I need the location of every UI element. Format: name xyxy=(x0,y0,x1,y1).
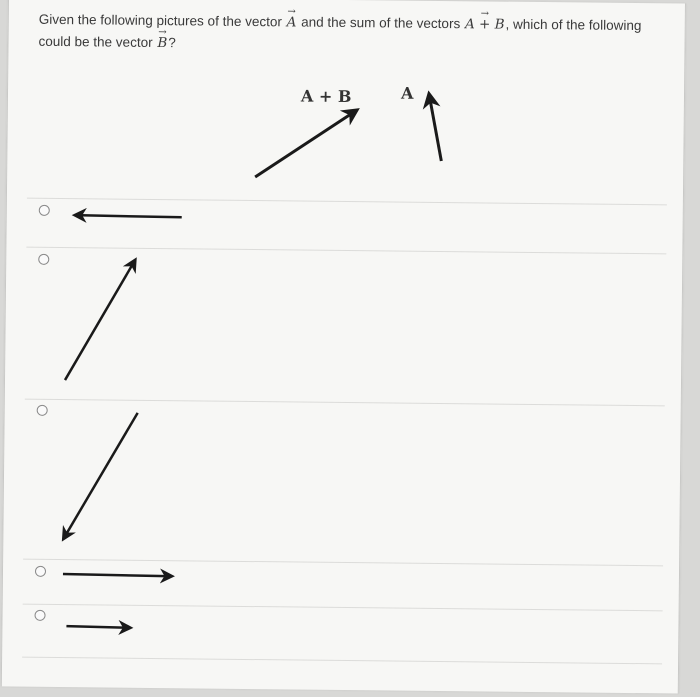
choice-row-1[interactable] xyxy=(26,199,666,253)
question-text-part: Given the following pictures of the vector xyxy=(38,11,286,30)
question-text-part: ? xyxy=(168,35,176,51)
vector-sum-label: A + B xyxy=(300,86,352,107)
question-text-part: and the sum of the vectors xyxy=(297,14,465,32)
choice-row-5[interactable] xyxy=(22,605,662,663)
vector-sum-symbol: → A + B xyxy=(464,14,506,35)
vector-a-label: A xyxy=(400,83,414,103)
vector-a-symbol: → A xyxy=(286,12,298,33)
vector-sum-arrow xyxy=(255,109,357,178)
question-text-part: , which of the following could be the vector xyxy=(38,16,642,51)
choice-row-3[interactable] xyxy=(23,400,665,565)
question-panel xyxy=(1,0,686,694)
vector-b-symbol: → B xyxy=(156,33,168,54)
vector-a-arrow xyxy=(428,94,442,161)
choice-row-4[interactable] xyxy=(23,560,663,610)
choice-row-2[interactable] xyxy=(25,248,667,405)
